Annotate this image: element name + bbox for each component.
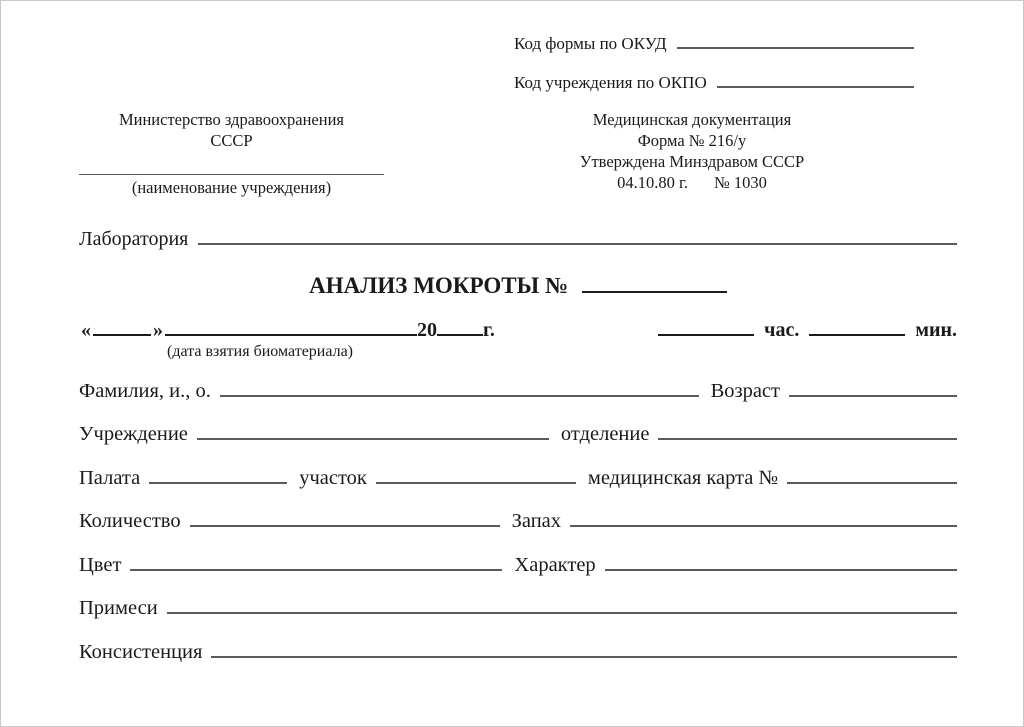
- institution-field[interactable]: [197, 419, 549, 441]
- smell-label: Запах: [511, 510, 562, 533]
- okpo-row: [514, 70, 914, 93]
- laboratory-field[interactable]: [198, 224, 957, 245]
- issuer-line1: Министерство здравоохранения: [118, 109, 345, 129]
- ward-label: Палата: [79, 466, 141, 489]
- consistency-row: [79, 636, 957, 666]
- impurities-label: Примеси: [79, 597, 158, 620]
- page-title: АНАЛИЗ МОКРОТЫ №: [309, 273, 569, 299]
- age-label: Возраст: [710, 379, 780, 402]
- department-label: отделение: [560, 423, 650, 446]
- year-field[interactable]: [437, 315, 483, 336]
- quantity-label: Количество: [79, 510, 181, 533]
- minutes-label: мин.: [915, 319, 957, 342]
- site-field[interactable]: [376, 462, 576, 484]
- institution-label: Учреждение: [79, 423, 188, 446]
- okud-row: [514, 31, 914, 54]
- laboratory-row: [79, 224, 957, 251]
- okpo-code-field[interactable]: [717, 70, 914, 88]
- ward-field[interactable]: [149, 462, 287, 484]
- department-field[interactable]: [658, 419, 957, 441]
- doc-info-block: [532, 109, 852, 198]
- form-title-row: [79, 269, 957, 299]
- site-label: участок: [299, 466, 367, 489]
- color-row: [79, 549, 957, 579]
- consistency-field[interactable]: [211, 636, 957, 658]
- quantity-row: [79, 506, 957, 536]
- doc-info-line4: [617, 172, 767, 193]
- approved-date: 04.10.80 г.: [617, 173, 689, 193]
- analysis-number-field[interactable]: [582, 269, 727, 293]
- day-field[interactable]: [93, 315, 151, 336]
- color-label: Цвет: [79, 553, 122, 576]
- surname-field[interactable]: [220, 375, 699, 397]
- issuer-line2: СССР: [210, 130, 253, 150]
- codes-block: [514, 31, 914, 93]
- institution-row: [79, 419, 957, 449]
- issuer-block: [79, 109, 384, 198]
- surname-label: Фамилия, и., о.: [79, 379, 211, 402]
- okud-code-field[interactable]: [677, 31, 914, 49]
- hours-label: час.: [764, 319, 800, 342]
- ward-row: [79, 462, 957, 492]
- character-label: Характер: [514, 553, 596, 576]
- character-field[interactable]: [605, 549, 957, 571]
- consistency-label: Консистенция: [79, 640, 203, 663]
- name-age-row: [79, 375, 957, 405]
- impurities-row: [79, 593, 957, 623]
- hours-field[interactable]: [658, 315, 754, 336]
- okud-label: Код формы по ОКУД: [514, 33, 667, 53]
- color-field[interactable]: [130, 549, 502, 571]
- month-field[interactable]: [165, 315, 417, 336]
- approved-number: № 1030: [714, 173, 767, 193]
- doc-info-line3: Утверждена Минздравом СССР: [579, 151, 805, 171]
- doc-info-line1: Медицинская документация: [592, 109, 792, 129]
- minutes-field[interactable]: [809, 315, 905, 336]
- issuer-caption: (наименование учреждения): [131, 177, 332, 197]
- age-field[interactable]: [789, 375, 957, 397]
- med-card-label: медицинская карта №: [587, 466, 779, 489]
- form-header: [79, 109, 957, 198]
- okpo-label: Код учреждения по ОКПО: [514, 72, 707, 92]
- doc-info-line2: Форма № 216/у: [637, 130, 747, 150]
- year-prefix: 20: [417, 319, 437, 342]
- date-caption: (дата взятия биоматериала): [167, 343, 354, 361]
- quantity-field[interactable]: [190, 506, 500, 528]
- smell-field[interactable]: [570, 506, 957, 528]
- open-quote: «: [81, 319, 91, 342]
- med-card-field[interactable]: [787, 462, 957, 484]
- close-quote: »: [153, 319, 163, 342]
- laboratory-label: Лаборатория: [79, 228, 189, 251]
- impurities-field[interactable]: [167, 593, 957, 615]
- year-suffix: г.: [483, 319, 495, 342]
- institution-name-field[interactable]: [79, 161, 384, 175]
- date-time-row: [79, 315, 957, 342]
